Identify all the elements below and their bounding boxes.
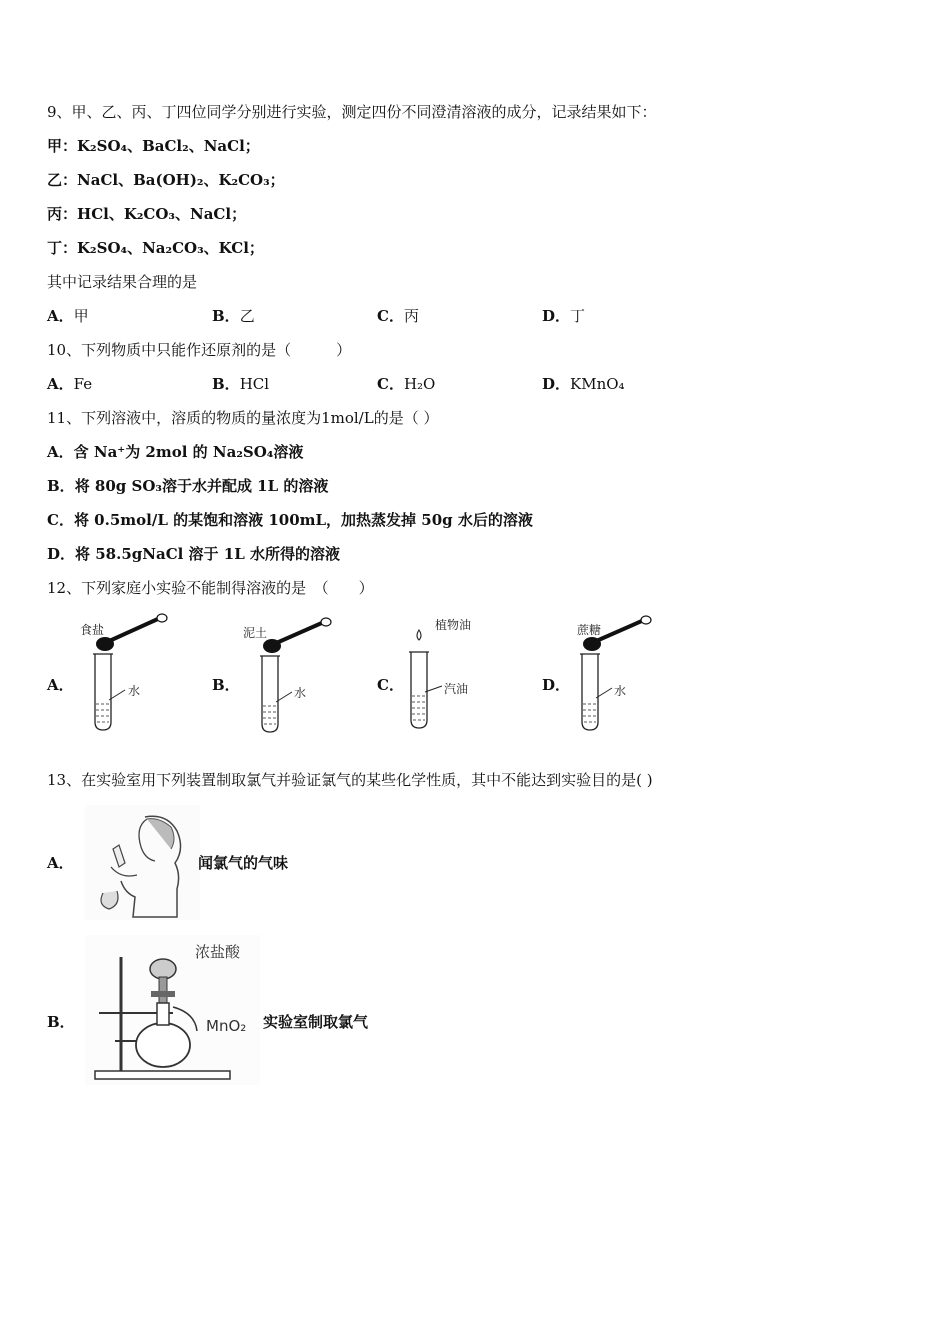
q10-option-a: A．Fe: [47, 375, 93, 393]
q12-option-a-label: A．: [47, 676, 74, 694]
q10-stem: 10、下列物质中只能作还原剂的是（ ）: [47, 341, 352, 359]
q12-c-solute-label: 植物油: [435, 618, 472, 632]
q13-stem: 13、在实验室用下列装置制取氯气并验证氯气的某些化学性质，其中不能达到实验目的是( ): [47, 771, 653, 789]
q9-record-yi: 乙：NaCl、Ba(OH)₂、K₂CO₃；: [47, 171, 285, 189]
test-tube-spoon-figure-d: [572, 612, 662, 737]
q9-option-d: D．丁: [542, 307, 586, 325]
q12-option-d-label: D．: [542, 676, 571, 694]
q9-record-ding: 丁：K₂SO₄、Na₂CO₃、KCl；: [47, 239, 264, 257]
q9-record-jia: 甲：K₂SO₄、BaCl₂、NaCl；: [47, 137, 260, 155]
q11-option-c: C．将 0.5mol/L 的某饱和溶液 100mL，加热蒸发掉 50g 水后的溶液: [47, 511, 533, 529]
test-tube-spoon-figure-b: [252, 612, 342, 737]
q12-a-liquid-label: 水: [128, 684, 141, 698]
q9-option-a: A．甲: [47, 307, 89, 325]
q9-stem: 9、甲、乙、丙、丁四位同学分别进行实验，测定四份不同澄清溶液的成分，记录结果如下：: [47, 103, 657, 121]
q12-b-liquid-label: 水: [294, 686, 307, 700]
q12-option-c-label: C．: [377, 676, 404, 694]
q11-option-a: A．含 Na⁺为 2mol 的 Na₂SO₄溶液: [47, 443, 304, 461]
q12-stem: 12、下列家庭小实验不能制得溶液的是 （ ）: [47, 579, 374, 597]
q12-option-b-label: B．: [212, 676, 240, 694]
q10-option-b: B．HCl: [212, 375, 270, 393]
q11-option-d: D．将 58.5gNaCl 溶于 1L 水所得的溶液: [47, 545, 340, 563]
q13-b-side-label: MnO₂: [206, 1017, 247, 1035]
q13-option-a-text: 闻氯气的气味: [198, 854, 289, 872]
q10-option-c: C．H₂O: [377, 375, 436, 393]
q9-record-bing: 丙：HCl、K₂CO₃、NaCl；: [47, 205, 247, 223]
q13-b-top-label: 浓盐酸: [195, 943, 241, 961]
test-tube-dropper-figure-c: [400, 612, 460, 737]
q9-question: 其中记录结果合理的是: [47, 273, 198, 291]
q13-option-b-label: B．: [47, 1013, 75, 1031]
test-tube-spoon-figure-a: [85, 612, 175, 737]
q12-b-solute-label: 泥土: [243, 626, 268, 640]
q12-c-liquid-label: 汽油: [444, 682, 469, 696]
q9-option-c: C．丙: [377, 307, 419, 325]
q12-d-solute-label: 蔗糖: [577, 623, 602, 637]
q13-option-a-label: A．: [47, 854, 74, 872]
q9-option-b: B．乙: [212, 307, 255, 325]
q13-option-b-text: 实验室制取氯气: [263, 1013, 369, 1031]
q11-option-b: B．将 80g SO₃溶于水并配成 1L 的溶液: [47, 477, 329, 495]
q10-option-d: D．KMnO₄: [542, 375, 625, 393]
smelling-gas-figure: [85, 805, 200, 920]
q12-a-solute-label: 食盐: [80, 623, 105, 637]
q11-stem: 11、下列溶液中，溶质的物质的量浓度为1mol/L的是（ ）: [47, 409, 439, 427]
q12-d-liquid-label: 水: [614, 684, 627, 698]
